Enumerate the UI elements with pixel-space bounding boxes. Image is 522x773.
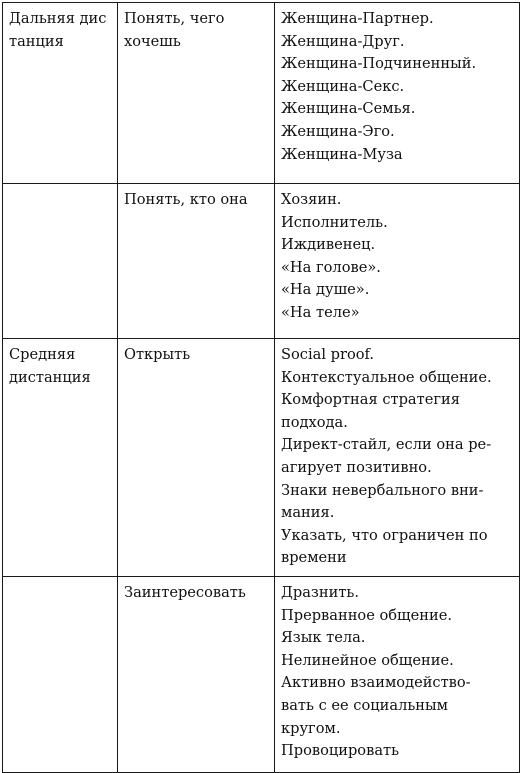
stage-text: дистанция bbox=[9, 368, 91, 386]
list-item: агирует позитивно. bbox=[281, 458, 432, 476]
list-item: Иждивенец. bbox=[281, 236, 376, 254]
list-item: Женщина-Семья. bbox=[281, 100, 416, 118]
goal-text: хочешь bbox=[124, 32, 181, 50]
list-item: Женщина-Эго. bbox=[281, 122, 395, 140]
list-item: «На голове». bbox=[281, 258, 381, 276]
list-item: вать с ее социальным bbox=[281, 696, 448, 714]
stage-cell bbox=[3, 576, 118, 772]
table-row bbox=[3, 576, 520, 772]
list-item: Комфортная стратегия bbox=[281, 391, 460, 409]
list-item: Провоцировать bbox=[281, 742, 400, 760]
items-cell bbox=[275, 3, 520, 184]
goal-text: Понять, чего bbox=[124, 10, 225, 27]
stage-text: Дальняя дис bbox=[9, 10, 107, 27]
list-item: мания. bbox=[281, 504, 335, 522]
goal-text: Понять, кто она bbox=[124, 191, 248, 208]
table-row bbox=[3, 184, 520, 339]
table-row bbox=[3, 339, 520, 577]
list-item: Хозяин. bbox=[281, 191, 342, 208]
list-item: Social proof. bbox=[281, 346, 375, 363]
stage-cell bbox=[3, 3, 118, 184]
distance-strategy-table bbox=[2, 2, 520, 773]
list-item: Женщина-Подчиненный. bbox=[281, 55, 477, 73]
list-item: Исполнитель. bbox=[281, 213, 388, 231]
goal-cell bbox=[118, 339, 275, 577]
goal-cell bbox=[118, 184, 275, 339]
list-item: Язык тела. bbox=[281, 629, 366, 647]
list-item: Активно взаимодейство- bbox=[281, 674, 471, 692]
goal-text: Открыть bbox=[124, 346, 191, 363]
goal-cell bbox=[118, 3, 275, 184]
list-item: времени bbox=[281, 549, 347, 567]
list-item: Контекстуальное общение. bbox=[281, 368, 492, 386]
goal-text: Заинтересовать bbox=[124, 583, 246, 601]
stage-cell bbox=[3, 184, 118, 339]
stage-text: танция bbox=[9, 32, 64, 50]
list-item: Нелинейное общение. bbox=[281, 651, 454, 669]
list-item: Женщина-Секс. bbox=[281, 77, 405, 95]
list-item: Знаки невербального вни- bbox=[281, 481, 484, 499]
stage-text: Средняя bbox=[9, 346, 76, 363]
table-row bbox=[3, 3, 520, 184]
stage-cell bbox=[3, 339, 118, 577]
list-item: Женщина-Муза bbox=[281, 145, 403, 163]
list-item: Женщина-Партнер. bbox=[281, 10, 434, 27]
list-item: подхода. bbox=[281, 413, 348, 431]
list-item: Прерванное общение. bbox=[281, 606, 452, 624]
goal-cell bbox=[118, 576, 275, 772]
list-item: «На теле» bbox=[281, 303, 360, 321]
list-item: Директ-стайл, если она ре- bbox=[281, 436, 492, 454]
list-item: Указать, что ограничен по bbox=[281, 526, 488, 544]
items-cell bbox=[275, 339, 520, 577]
items-cell bbox=[275, 576, 520, 772]
list-item: Женщина-Друг. bbox=[281, 32, 405, 50]
items-cell bbox=[275, 184, 520, 339]
list-item: Дразнить. bbox=[281, 583, 359, 601]
list-item: кругом. bbox=[281, 719, 341, 737]
list-item: «На душе». bbox=[281, 281, 370, 299]
